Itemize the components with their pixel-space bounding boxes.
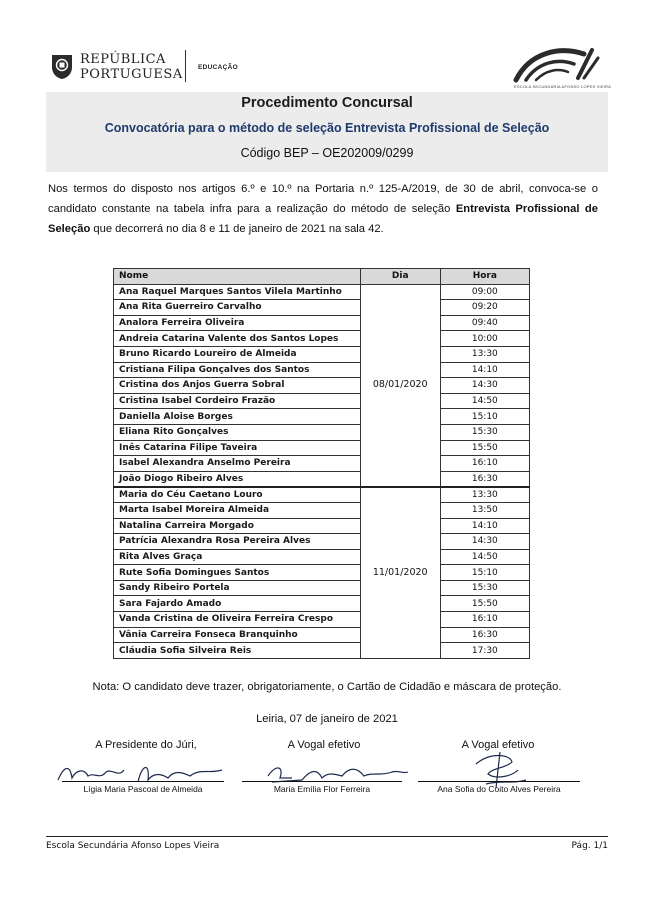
table-row — [114, 502, 530, 518]
interview-hour: 17:30 — [440, 643, 529, 659]
candidate-name: Inês Catarina Filipe Taveira — [114, 440, 361, 456]
signature-name-vogal-1: Maria Emília Flor Ferreira — [273, 784, 371, 794]
table-row — [114, 565, 530, 581]
intro-paragraph — [48, 179, 598, 239]
interview-hour: 14:50 — [440, 549, 529, 565]
candidate-name: Patrícia Alexandra Rosa Pereira Alves — [114, 534, 361, 550]
interview-hour: 09:40 — [440, 315, 529, 331]
table-row — [114, 549, 530, 565]
table-row — [114, 346, 530, 362]
candidate-name: Analora Ferreira Oliveira — [114, 315, 361, 331]
ministry-label: EDUCAÇÃO — [198, 64, 238, 71]
intro-text-after: que decorrerá no dia 8 e 11 de janeiro de 2021 na sala 42. — [90, 223, 384, 235]
candidate-name: Daniella Aloise Borges — [114, 409, 361, 425]
table-row — [114, 612, 530, 628]
interview-hour: 14:50 — [440, 393, 529, 409]
table-row — [114, 362, 530, 378]
interview-hour: 16:10 — [440, 456, 529, 472]
table-row — [114, 315, 530, 331]
candidate-name: Maria do Céu Caetano Louro — [114, 487, 361, 503]
document-code: Código BEP – OE202009/0299 — [240, 146, 414, 160]
candidate-name: João Diogo Ribeiro Alves — [114, 471, 361, 487]
table-header-row — [114, 269, 530, 285]
table-row — [114, 424, 530, 440]
interview-hour: 15:50 — [440, 440, 529, 456]
signature-role-vogal-2: A Vogal efetivo — [461, 739, 535, 751]
interview-hour: 14:10 — [440, 518, 529, 534]
signature-line-vogal-1 — [242, 781, 402, 782]
table-row — [114, 487, 530, 503]
candidate-name: Ana Rita Guerreiro Carvalho — [114, 300, 361, 316]
candidate-name: Cristina dos Anjos Guerra Sobral — [114, 378, 361, 394]
candidate-table — [113, 268, 530, 659]
interview-hour: 14:10 — [440, 362, 529, 378]
table-row — [114, 378, 530, 394]
header-name: Nome — [114, 269, 361, 285]
candidate-name: Vânia Carreira Fonseca Branquinho — [114, 627, 361, 643]
table-row — [114, 409, 530, 425]
candidate-name: Bruno Ricardo Loureiro de Almeida — [114, 346, 361, 362]
table-row — [114, 643, 530, 659]
candidate-name: Sandy Ribeiro Portela — [114, 580, 361, 596]
signature-line-vogal-2 — [418, 781, 580, 782]
interview-hour: 13:50 — [440, 502, 529, 518]
table-row — [114, 284, 530, 300]
candidate-name: Ana Raquel Marques Santos Vilela Martinho — [114, 284, 361, 300]
interview-hour: 14:30 — [440, 534, 529, 550]
interview-hour: 15:30 — [440, 424, 529, 440]
coat-of-arms-icon — [50, 52, 74, 80]
document-title: Procedimento Concursal — [241, 95, 413, 111]
candidate-name: Sara Fajardo Amado — [114, 596, 361, 612]
republic-name — [80, 52, 183, 82]
school-logo-icon — [512, 44, 602, 84]
candidate-name: Cristiana Filipa Gonçalves dos Santos — [114, 362, 361, 378]
interview-day: 08/01/2020 — [360, 284, 440, 487]
interview-hour: 10:00 — [440, 331, 529, 347]
document-subtitle: Convocatória para o método de seleção Entrevista Profissional de Seleção — [104, 121, 550, 135]
signature-name-president: Lígia Maria Pascoal de Almeida — [83, 784, 203, 794]
republic-line2: PORTUGUESA — [80, 67, 183, 82]
table-row — [114, 331, 530, 347]
candidate-name: Isabel Alexandra Anselmo Pereira — [114, 456, 361, 472]
signature-role-president: A Presidente do Júri, — [95, 739, 197, 751]
interview-hour: 16:10 — [440, 612, 529, 628]
interview-hour: 13:30 — [440, 346, 529, 362]
header-divider — [185, 50, 186, 82]
table-row — [114, 471, 530, 487]
note-text: Nota: O candidato deve trazer, obrigatoriamente, o Cartão de Cidadão e máscara de proteção. — [92, 681, 562, 693]
intro-text-bold: Entrevista Profissional de Seleção — [48, 203, 598, 235]
signature-line-president — [62, 781, 224, 782]
candidate-name: Eliana Rito Gonçalves — [114, 424, 361, 440]
republic-line1: REPÚBLICA — [80, 52, 166, 67]
table-row — [114, 440, 530, 456]
header-hour: Hora — [440, 269, 529, 285]
candidate-name: Cristina Isabel Cordeiro Frazão — [114, 393, 361, 409]
interview-hour: 09:00 — [440, 284, 529, 300]
signature-role-vogal-1: A Vogal efetivo — [287, 739, 361, 751]
republica-portuguesa-logo — [50, 50, 200, 86]
interview-hour: 13:30 — [440, 487, 529, 503]
table-row — [114, 580, 530, 596]
footer-divider — [46, 836, 608, 837]
candidate-name: Marta Isabel Moreira Almeida — [114, 502, 361, 518]
signature-name-vogal-2: Ana Sofia do Coito Alves Pereira — [437, 784, 561, 794]
interview-hour: 15:30 — [440, 580, 529, 596]
interview-day: 11/01/2020 — [360, 487, 440, 659]
school-tagline: ESCOLA SECUNDÁRIA AFONSO LOPES VIEIRA — [514, 84, 611, 89]
table-body — [114, 284, 530, 658]
table-row — [114, 300, 530, 316]
footer-page-number: Pág. 1/1 — [571, 841, 608, 851]
table-row — [114, 627, 530, 643]
candidate-name: Andreia Catarina Valente dos Santos Lopes — [114, 331, 361, 347]
place-date: Leiria, 07 de janeiro de 2021 — [256, 713, 398, 725]
table-row — [114, 596, 530, 612]
interview-hour: 14:30 — [440, 378, 529, 394]
interview-hour: 15:10 — [440, 565, 529, 581]
interview-hour: 15:10 — [440, 409, 529, 425]
candidate-name: Vanda Cristina de Oliveira Ferreira Crespo — [114, 612, 361, 628]
candidate-name: Natalina Carreira Morgado — [114, 518, 361, 534]
table-row — [114, 534, 530, 550]
header-day: Dia — [360, 269, 440, 285]
candidate-name: Cláudia Sofia Silveira Reis — [114, 643, 361, 659]
candidate-name: Rute Sofia Domingues Santos — [114, 565, 361, 581]
candidate-name: Rita Alves Graça — [114, 549, 361, 565]
table-row — [114, 393, 530, 409]
interview-hour: 09:20 — [440, 300, 529, 316]
interview-hour: 15:50 — [440, 596, 529, 612]
intro-text-before: Nos termos do disposto nos artigos 6.º e 10.º na Portaria n.º 125-A/2019, de 30 de abril, convoca-se o candidato constante na tabela infra para a realização do método de seleção — [48, 183, 598, 215]
interview-hour: 16:30 — [440, 627, 529, 643]
interview-hour: 16:30 — [440, 471, 529, 487]
footer-school: Escola Secundária Afonso Lopes Vieira — [46, 841, 220, 851]
table-row — [114, 518, 530, 534]
table-row — [114, 456, 530, 472]
